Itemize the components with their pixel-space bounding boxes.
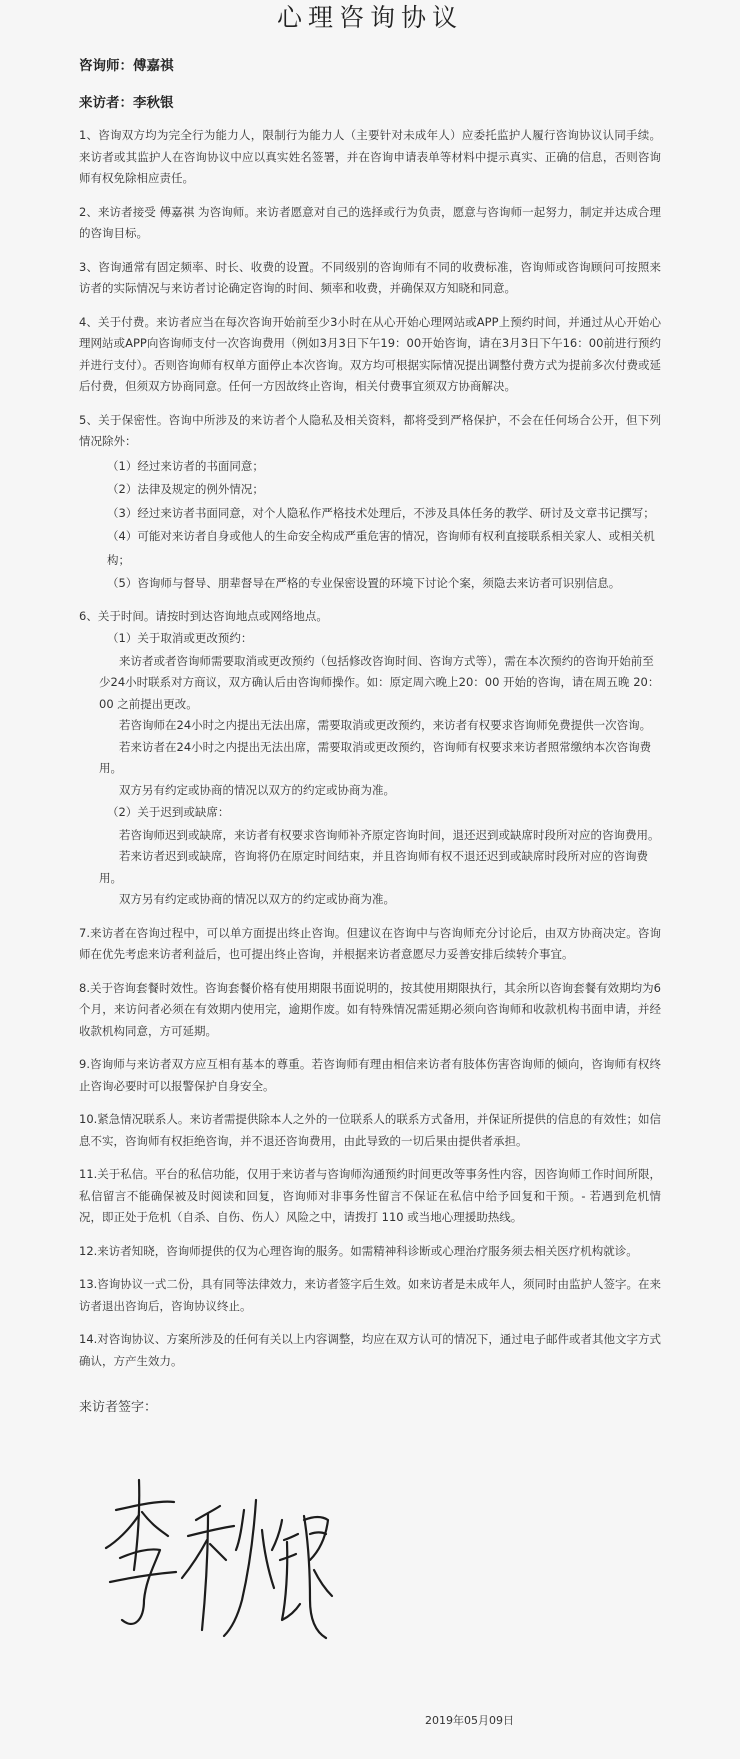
clause-6-section <box>79 606 661 911</box>
list-item: （1）经过来访者的书面同意； <box>107 458 264 473</box>
clause-6-paragraph: 若来访者在24小时之内提出无法出席，需要取消或更改预约，咨询师有权要求来访者照常缴纳本次咨询费用。 <box>99 739 652 775</box>
visitor-line: 来访者：李秋银 <box>79 95 174 111</box>
clause-9: 9.咨询师与来访者双方应互相有基本的尊重。若咨询师有理由相信来访者有肢体伤害咨询师的倾向，咨询师有权终止咨询必要时可以报警保护自身安全。 <box>79 1057 661 1093</box>
clause-6-paragraph: 若来访者迟到或缺席，咨询将仍在原定时间结束，并且咨询师有权不退还迟到或缺席时段所对应的咨询费用。 <box>99 849 648 885</box>
signature-label: 来访者签字： <box>79 1400 158 1415</box>
clause-12: 12.来访者知晓，咨询师提供的仅为心理咨询的服务。如需精神科诊断或心理治疗服务须去相关医疗机构就诊。 <box>79 1243 638 1258</box>
clause-14: 14.对咨询协议、方案所涉及的任何有关以上内容调整，均应在双方认可的情况下，通过电子邮件或者其他文字方式确认，方产生效力。 <box>79 1332 661 1368</box>
counselor-line: 咨询师：傅嘉祺 <box>79 58 174 74</box>
clause-8: 8.关于咨询套餐时效性。咨询套餐价格有使用期限书面说明的，按其使用期限执行，其余所以咨询套餐有效期均为6个月，来访问者必须在有效期内使用完，逾期作废。如有特殊情况需延期必须向咨询师和收款机构书面申请，并经收款机构同意，方可延期。 <box>79 980 661 1038</box>
clause-3: 3、咨询通常有固定频率、时长、收费的设置。不同级别的咨询师有不同的收费标准，咨询师或咨询顾问可按照来访者的实际情况与来访者讨论确定咨询的时间、频率和收费，并确保双方知晓和同意。 <box>79 259 661 295</box>
clause-5: 5、关于保密性。咨询中所涉及的来访者个人隐私及相关资料，都将受到严格保护，不会在任何场合公开，但下列情况除外： <box>79 412 661 448</box>
clause-6: 6、关于时间。请按时到达咨询地点或网络地点。 <box>79 608 328 623</box>
signature-date: 2019年05月09日 <box>425 1714 514 1727</box>
clause-6-paragraph: 双方另有约定或协商的情况以双方的约定或协商为准。 <box>119 782 395 797</box>
clause-4: 4、关于付费。来访者应当在每次咨询开始前至少3小时在从心开始心理网站或APP上预约时间，并通过从心开始心理网站或APP向咨询师支付一次咨询费用（例如3月3日下午19：00开始咨询，请在3月3日下午16：00前进行预约并进行支付）。否则咨询师有权单方面停止本次咨询。双方均可根据实际情况提出调整付费方式为提前多次付费或延后付费，但须双方协商同意。任何一方因故终止咨询，相关付费事宜须双方协商解决。 <box>79 314 661 393</box>
clause-6-paragraph: 双方另有约定或协商的情况以双方的约定或协商为准。 <box>119 892 395 906</box>
clause-10: 10.紧急情况联系人。来访者需提供除本人之外的一位联系人的联系方式备用，并保证所提供的信息的有效性；如信息不实，咨询师有权拒绝咨询，并不退还咨询费用，由此导致的一切后果由提供者承担。 <box>79 1112 661 1148</box>
list-item: （4）可能对来访者自身或他人的生命安全构成严重危害的情况，咨询师有权利直接联系相关家人、或相关机构； <box>107 529 655 567</box>
list-item: （2）法律及规定的例外情况； <box>107 482 264 496</box>
clause-2: 2、来访者接受 傅嘉祺 为咨询师。来访者愿意对自己的选择或行为负责，愿意与咨询师一起努力，制定并达成合理的咨询目标。 <box>79 204 661 240</box>
clause-6-paragraph: 若咨询师迟到或缺席，来访者有权要求咨询师补齐原定咨询时间，退还迟到或缺席时段所对应的咨询费用。 <box>119 827 660 842</box>
list-item: （3）经过来访者书面同意，对个人隐私作严格技术处理后，不涉及具体任务的教学、研讨及文章书记撰写； <box>107 505 655 520</box>
confidentiality-exceptions <box>79 455 661 596</box>
page-title: 心理咨询协议 <box>276 3 463 32</box>
clause-11: 11.关于私信。平台的私信功能，仅用于来访者与咨询师沟通预约时间更改等事务性内容，因咨询师工作时间所限，私信留言不能确保被及时阅读和回复，咨询师对非事务性留言不保证在私信中给予回复和干预。- 若遇到危机情况，即正处于危机（自杀、自伤、伤人）风险之中，请拨打 110 或当地心理援助热线。 <box>79 1167 661 1224</box>
clause-6-paragraph: 若咨询师在24小时之内提出无法出席，需要取消或更改预约，来访者有权要求咨询师免费提供一次咨询。 <box>119 718 652 732</box>
handwritten-signature <box>104 1470 334 1650</box>
clause-7: 7.来访者在咨询过程中，可以单方面提出终止咨询。但建议在咨询中与咨询师充分讨论后，由双方协商决定。咨询师在优先考虑来访者利益后，也可提出终止咨询，并根据来访者意愿尽力妥善安排后续转介事宜。 <box>79 925 661 961</box>
clause-13: 13.咨询协议一式二份，具有同等法律效力，来访者签字后生效。如来访者是未成年人，须同时由监护人签字。在来访者退出咨询后，咨询协议终止。 <box>79 1277 661 1313</box>
list-item: （5）咨询师与督导、朋辈督导在严格的专业保密设置的环境下讨论个案，须隐去来访者可识别信息。 <box>107 576 621 590</box>
clause-1: 1、咨询双方均为完全行为能力人，限制行为能力人（主要针对未成年人）应委托监护人履行咨询协议认同手续。来访者或其监护人在咨询协议中应以真实姓名签署，并在咨询申请表单等材料中提示真实、正确的信息，否则咨询师有权免除相应责任。 <box>79 128 661 185</box>
clause-6-paragraph: 来访者或者咨询师需要取消或更改预约（包括修改咨询时间、咨询方式等），需在本次预约的咨询开始前至少24小时联系对方商议，双方确认后由咨询师操作。如：原定周六晚上20：00 开始的咨询，请在周五晚 20：00 之前提出更改。 <box>99 653 660 711</box>
clause-6-subheading-cancel: （1）关于取消或更改预约： <box>107 631 253 645</box>
clause-6-subheading-late: （2）关于迟到或缺席： <box>107 805 230 819</box>
